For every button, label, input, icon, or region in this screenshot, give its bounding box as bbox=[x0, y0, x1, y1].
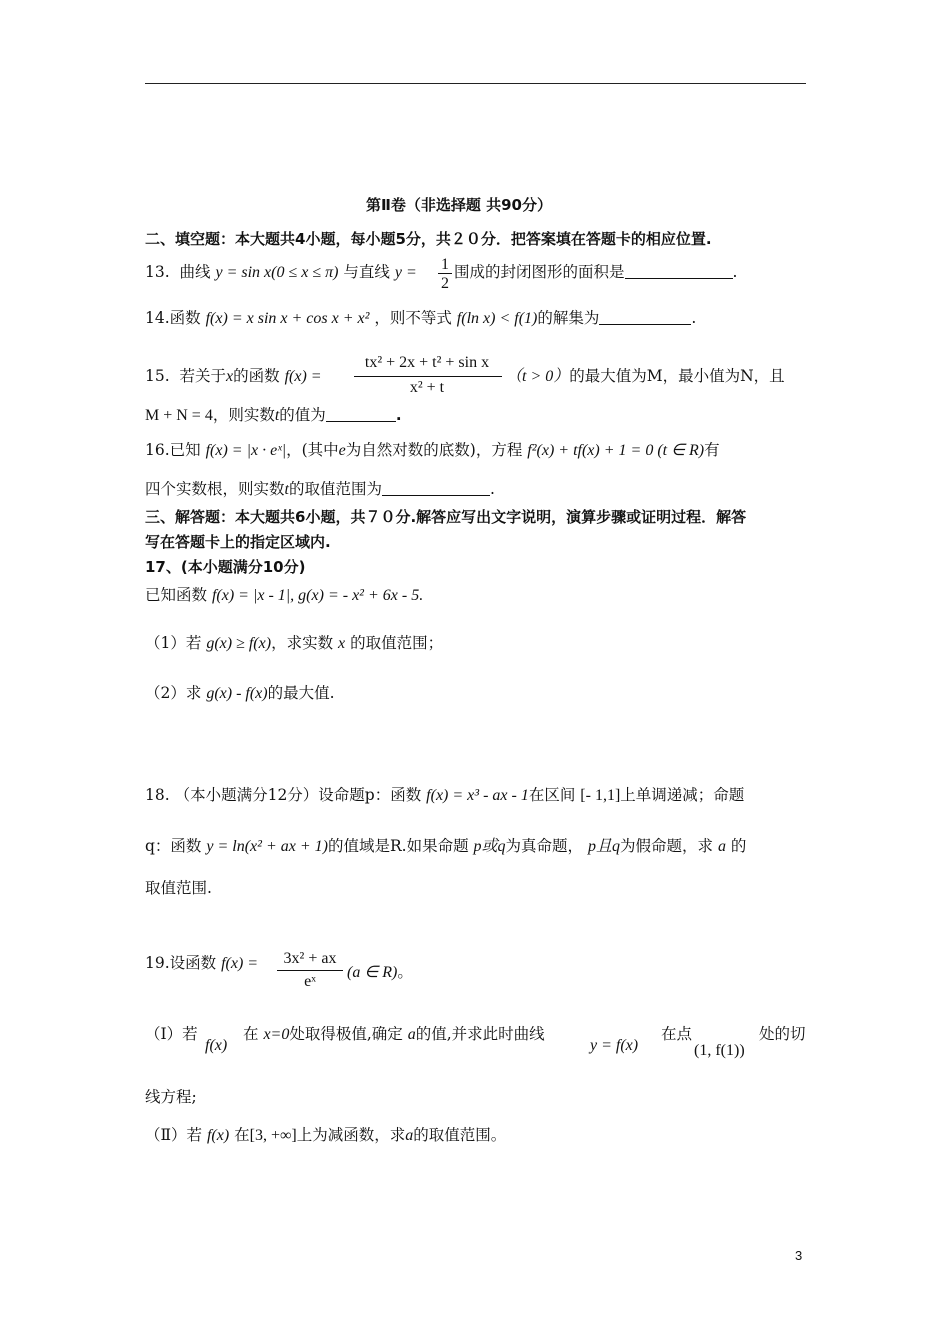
q17-intro-text: 已知函数 bbox=[145, 586, 208, 604]
q19-p2-end: 的取值范围。 bbox=[413, 1126, 507, 1144]
q13-text-c: 围成的封闭图形的面积是 bbox=[454, 263, 625, 281]
q19-function-lhs: f(x) = bbox=[221, 955, 259, 972]
q19-p2-fx: f(x) bbox=[206, 1127, 230, 1144]
q16-e: e bbox=[338, 442, 346, 459]
q16-answer-blank[interactable] bbox=[382, 479, 490, 496]
q17-p1-x: x bbox=[338, 635, 346, 652]
question-13 bbox=[145, 262, 417, 283]
question-16 bbox=[145, 440, 720, 461]
q13-number: 13. bbox=[145, 263, 170, 281]
q16-text-c: 有 bbox=[704, 441, 720, 459]
q18-line3: 取值范围. bbox=[145, 879, 212, 897]
q19-p1-x0: x=0 bbox=[263, 1026, 290, 1043]
q15-line2-end: 的值为 bbox=[279, 406, 326, 424]
question-14 bbox=[145, 308, 696, 329]
q18-line1-c: 上单调递减；命题 bbox=[620, 786, 745, 804]
q19-part2 bbox=[145, 1125, 506, 1146]
q15-function-lhs: f(x) = bbox=[284, 368, 322, 385]
q15-condition: （t > 0） bbox=[506, 368, 570, 385]
q19-p1-line2: 线方程; bbox=[145, 1088, 197, 1106]
q16-line2-a: 四个实数根，则实数 bbox=[145, 480, 285, 498]
q17-p2-label: （2）求 bbox=[145, 684, 202, 702]
q19-part1 bbox=[145, 1024, 198, 1044]
q19-p2-text-b: 上为减函数，求 bbox=[296, 1126, 406, 1144]
q18-line2-c: 为真命题， bbox=[505, 837, 584, 855]
q14-function-math: f(x) = x sin x + cos x + x² bbox=[205, 310, 370, 327]
question-15-line2 bbox=[145, 405, 402, 426]
q17-functions-math: f(x) = |x - 1|, g(x) = - x² + 6x - 5. bbox=[211, 587, 424, 604]
q16-text-a: ，(其中 bbox=[286, 441, 339, 459]
q18-a: a bbox=[717, 838, 726, 855]
q18-line2-e: 的 bbox=[730, 837, 747, 855]
q15-line2-text: ，则实数 bbox=[212, 406, 275, 424]
q13-curve-math: y = sin x(0 ≤ x ≤ π) bbox=[215, 264, 339, 281]
q13-line-math: y = bbox=[394, 264, 417, 281]
q19-intro-end: 。 bbox=[397, 963, 413, 981]
question-13-tail bbox=[454, 262, 737, 282]
q17-p1-math: g(x) ≥ f(x) bbox=[206, 635, 272, 652]
q15-t: t bbox=[274, 407, 280, 424]
page-number: 3 bbox=[795, 1248, 803, 1263]
q13-text-b: 与直线 bbox=[343, 263, 390, 281]
q16-end: . bbox=[489, 480, 495, 498]
q19-p1-text-e-wrap bbox=[759, 1024, 806, 1044]
q19-p1-fx-wrap bbox=[205, 1035, 227, 1056]
q19-p1-curve: y = f(x) bbox=[590, 1037, 639, 1054]
q19-p1-text-d: 在点 bbox=[661, 1025, 693, 1043]
q17-p2-math: g(x) - f(x) bbox=[206, 685, 268, 702]
q14-text-b: ，则不等式 bbox=[374, 309, 452, 327]
part3-header-line1: 三、解答题：本大题共6小题，共７０分.解答应写出文字说明，演算步骤或证明过程．解答 bbox=[145, 508, 747, 526]
q19-intro bbox=[145, 953, 258, 974]
q19-condition: (a ∈ R) bbox=[347, 964, 398, 981]
q16-number: 16.已知 bbox=[145, 441, 201, 459]
question-16-line2 bbox=[145, 479, 495, 500]
q19-p1-text-d-wrap bbox=[661, 1024, 692, 1044]
q18-line1-b: 在区间 bbox=[528, 786, 576, 804]
q18-log-math: y = ln(x² + ax + 1) bbox=[206, 838, 328, 855]
q19-p1-fx: f(x) bbox=[205, 1037, 228, 1054]
q19-p1-point-wrap bbox=[694, 1040, 745, 1061]
q18-line1 bbox=[145, 785, 744, 806]
q14-number: 14. bbox=[145, 309, 170, 327]
q18-line1-a: 18. （本小题满分12分）设命题p：函数 bbox=[145, 786, 422, 804]
q17-p1-text: ，求实数 bbox=[271, 634, 334, 652]
q15-frac-line bbox=[354, 376, 502, 377]
q19-p2-text-a: 在 bbox=[234, 1126, 250, 1144]
q16-text-b: 为自然对数的底数)，方程 bbox=[345, 441, 523, 459]
section-title: 第Ⅱ卷（非选择题 共90分） bbox=[366, 196, 552, 214]
q17-intro bbox=[145, 585, 423, 606]
q18-line2-d: 为假命题，求 bbox=[620, 837, 714, 855]
question-15-tail bbox=[506, 366, 785, 387]
q16-equation-math: f²(x) + tf(x) + 1 = 0 (t ∈ R) bbox=[527, 442, 705, 459]
q18-function-math: f(x) = x³ - ax - 1 bbox=[426, 787, 529, 804]
q15-frac-numerator: tx² + 2x + t² + sin x bbox=[364, 354, 490, 371]
q19-intro-text: 19.设函数 bbox=[145, 954, 217, 972]
q18-interval: [- 1,1] bbox=[580, 787, 621, 804]
q19-p1-label: （Ⅰ）若 bbox=[145, 1025, 198, 1043]
q19-p1-text-c: 的值,并求此时曲线 bbox=[415, 1025, 545, 1043]
header-rule bbox=[145, 83, 806, 84]
q15-number: 15. bbox=[145, 367, 170, 385]
q19-p2-interval: [3, +∞] bbox=[249, 1127, 297, 1144]
q16-line2-b: 的取值范围为 bbox=[288, 480, 382, 498]
q13-frac-denominator: 2 bbox=[441, 275, 449, 292]
q14-inequality-math: f(ln x) < f(1) bbox=[456, 310, 538, 327]
q15-x: x bbox=[226, 368, 234, 385]
q13-answer-blank[interactable] bbox=[625, 262, 733, 279]
q14-end: . bbox=[691, 309, 697, 327]
q18-line2-a: q：函数 bbox=[145, 837, 202, 855]
part2-header: 二、填空题：本大题共4小题，每小题5分，共２０分．把答案填在答题卡的相应位置. bbox=[145, 230, 712, 248]
q19-p1-a: a bbox=[407, 1026, 416, 1043]
q19-p1-text-b: 处取得极值,确定 bbox=[289, 1025, 403, 1043]
q19-p1-curve-wrap bbox=[590, 1035, 638, 1056]
question-15 bbox=[145, 366, 322, 387]
q17-title: 17、(本小题满分10分) bbox=[145, 558, 306, 576]
q19-frac-numerator: 3x² + ax bbox=[283, 950, 337, 967]
q19-p1-text-a: 在 bbox=[243, 1025, 259, 1043]
q19-p1-point: (1, f(1)) bbox=[694, 1042, 745, 1059]
q13-frac-line bbox=[438, 273, 452, 274]
q18-line2-b: 的值域是R.如果命题 bbox=[327, 837, 469, 855]
q15-text-c: 的最大值为M，最小值为N，且 bbox=[569, 367, 785, 385]
q16-t: t bbox=[284, 481, 289, 498]
q18-p-and-q: p且q bbox=[587, 838, 620, 855]
q17-p1-end: 的取值范围； bbox=[350, 634, 444, 652]
q15-sum-math: M + N = 4 bbox=[145, 407, 213, 424]
q19-intro-tail bbox=[347, 962, 413, 983]
q15-text-b: 的函数 bbox=[233, 367, 280, 385]
q19-p2-a: a bbox=[405, 1127, 414, 1144]
q13-end: . bbox=[732, 263, 738, 281]
q17-part2 bbox=[145, 683, 335, 704]
q15-dot: . bbox=[395, 406, 402, 424]
q16-function-math: f(x) = |x · eˣ| bbox=[205, 442, 287, 459]
q18-p-or-q: p或q bbox=[473, 838, 506, 855]
q14-text-c: 的解集为 bbox=[537, 309, 600, 327]
q15-frac-denominator: x² + t bbox=[409, 379, 445, 396]
q17-p1-label: （1）若 bbox=[145, 634, 202, 652]
q13-text-a: 曲线 bbox=[179, 263, 211, 281]
q13-frac-numerator: 1 bbox=[441, 256, 449, 273]
q18-line2 bbox=[145, 836, 746, 857]
q19-part1-body bbox=[243, 1024, 545, 1045]
q14-answer-blank[interactable] bbox=[599, 308, 691, 325]
q19-p1-text-e: 处的切 bbox=[759, 1025, 806, 1043]
q15-text-a: 若关于 bbox=[179, 367, 227, 385]
q19-frac-denominator: eˣ bbox=[304, 973, 316, 990]
q15-answer-blank[interactable] bbox=[326, 405, 396, 422]
q19-frac-line bbox=[277, 970, 343, 971]
q19-p2-label: （Ⅱ）若 bbox=[145, 1126, 203, 1144]
q17-part1 bbox=[145, 633, 443, 654]
q14-text-a: 函数 bbox=[169, 309, 201, 327]
part3-header-line2: 写在答题卡上的指定区域内. bbox=[145, 533, 331, 551]
q17-p2-end: 的最大值. bbox=[267, 684, 335, 702]
